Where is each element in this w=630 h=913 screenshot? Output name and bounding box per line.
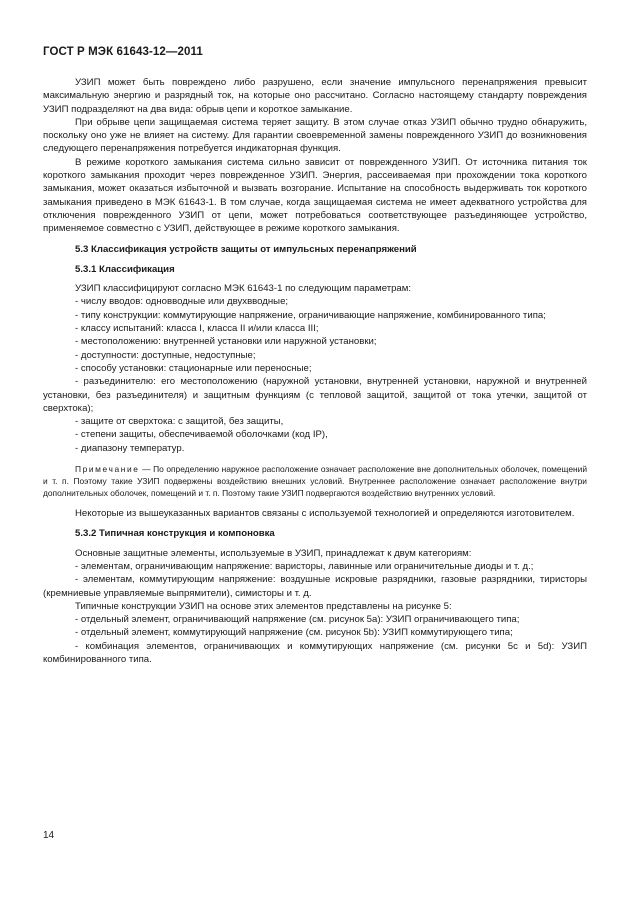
paragraph: Основные защитные элементы, используемые в УЗИП, принадлежат к двум категориям: (75, 547, 472, 559)
note (43, 463, 587, 499)
list-item: - отдельный элемент, коммутирующий напряжение (см. рисунок 5b): УЗИП коммутирующего типа; (75, 627, 513, 639)
list-item: - местоположению: внутренней установки или наружной установки; (75, 336, 377, 348)
list-item: - классу испытаний: класса I, класса II и/или класса III; (75, 323, 319, 335)
list-item: - элементам, ограничивающим напряжение: варисторы, лавинные или ограничительные диоды и т. д.; (75, 560, 534, 572)
running-header: ГОСТ Р МЭК 61643-12—2011 (43, 46, 203, 58)
section-heading: 5.3 Классификация устройств защиты от импульсных перенапряжений (75, 243, 417, 255)
paragraph: УЗИП может быть повреждено либо разрушено, если значение импульсного перенапряжения превысит максимальную энергию и разрядный ток, на которые оно рассчитано. Согласно настоящему стандарту повреждения УЗИП подразделяют на два вида: обрыв цепи и короткое замыкание. (43, 77, 587, 115)
paragraph: В режиме короткого замыкания система сильно зависит от поврежденного УЗИП. От источника питания ток короткого замыкания проходит через поврежденное УЗИП. Энергия, рассеиваемая при прохождении тока короткого замыкания, может оказаться избыточной и вызвать возгорание. Испытание на способность выдерживать ток короткого замыкания приведено в МЭК 61643-1. В том случае, когда защищаемая система не имеет адекватного устройства для отключения поврежденного УЗИП от цепи, может потребоваться соответствующее разъединяющее устройство, применяемое совместно с УЗИП, действующее в режиме короткого замыкания. (43, 156, 587, 235)
subsection-heading: 5.3.1 Классификация (75, 263, 175, 275)
subsection-heading: 5.3.2 Типичная конструкция и компоновка (75, 528, 275, 540)
list-item: - отдельный элемент, ограничивающий напряжение (см. рисунок 5а): УЗИП ограничивающего типа; (75, 614, 520, 626)
list-item: - защите от сверхтока: с защитой, без защиты, (75, 416, 284, 428)
list-item: - разъединителю: его местоположению (наружной установки, внутренней установки, наружной и внутренней установки, без разъединителя) и защитным функциям (с тепловой защитой, защитой от тока утечки, защитой от сверхтока); (43, 376, 587, 414)
note-label: Примечание (75, 464, 140, 475)
list-item: - диапазону температур. (75, 442, 185, 454)
paragraph: При обрыве цепи защищаемая система теряет защиту. В этом случае отказ УЗИП обычно трудно обнаружить, поскольку оно уже не влияет на систему. Для гарантии своевременной замены поврежденного УЗИП до возникновения следующего перенапряжения потребуется индикаторная функция. (43, 116, 587, 155)
paragraph: Некоторые из вышеуказанных вариантов связаны с используемой технологией и определяются изготовителем. (75, 508, 575, 520)
list-item: - числу вводов: одновводные или двухвводные; (75, 296, 289, 308)
paragraph: Типичные конструкции УЗИП на основе этих элементов представлены на рисунке 5: (75, 600, 452, 612)
list-item: - комбинация элементов, ограничивающих и коммутирующих напряжение (см. рисунки 5с и 5d): УЗИП комбинированного типа. (43, 640, 587, 665)
list-item: - элементам, коммутирующим напряжение: воздушные искровые разрядники, газовые разрядники, тиристоры (кремниевые управляемые выпрямители), симисторы и т. д. (43, 574, 587, 599)
page-body (43, 76, 587, 666)
list-item: - доступности: доступные, недоступные; (75, 349, 256, 361)
list-item: - степени защиты, обеспечиваемой оболочками (код IP), (75, 429, 328, 441)
page-number: 14 (43, 830, 55, 841)
note-text: — По определению наружное расположение означает расположение вне дополнительных оболочек, помещений и т. п. Поэтому такие УЗИП подвержены воздействию внешних условий. Внутреннее расположение означает расположение внутри дополнительных оболочек, помещений и т. п. Поэтому такие УЗИП подвергаются воздействию внутренних условий. (43, 464, 587, 499)
list-item: - способу установки: стационарные или переносные; (75, 362, 312, 374)
paragraph: УЗИП классифицируют согласно МЭК 61643-1 по следующим параметрам: (75, 283, 412, 295)
list-item: - типу конструкции: коммутирующие напряжение, ограничивающие напряжение, комбинированного типа; (75, 309, 546, 321)
